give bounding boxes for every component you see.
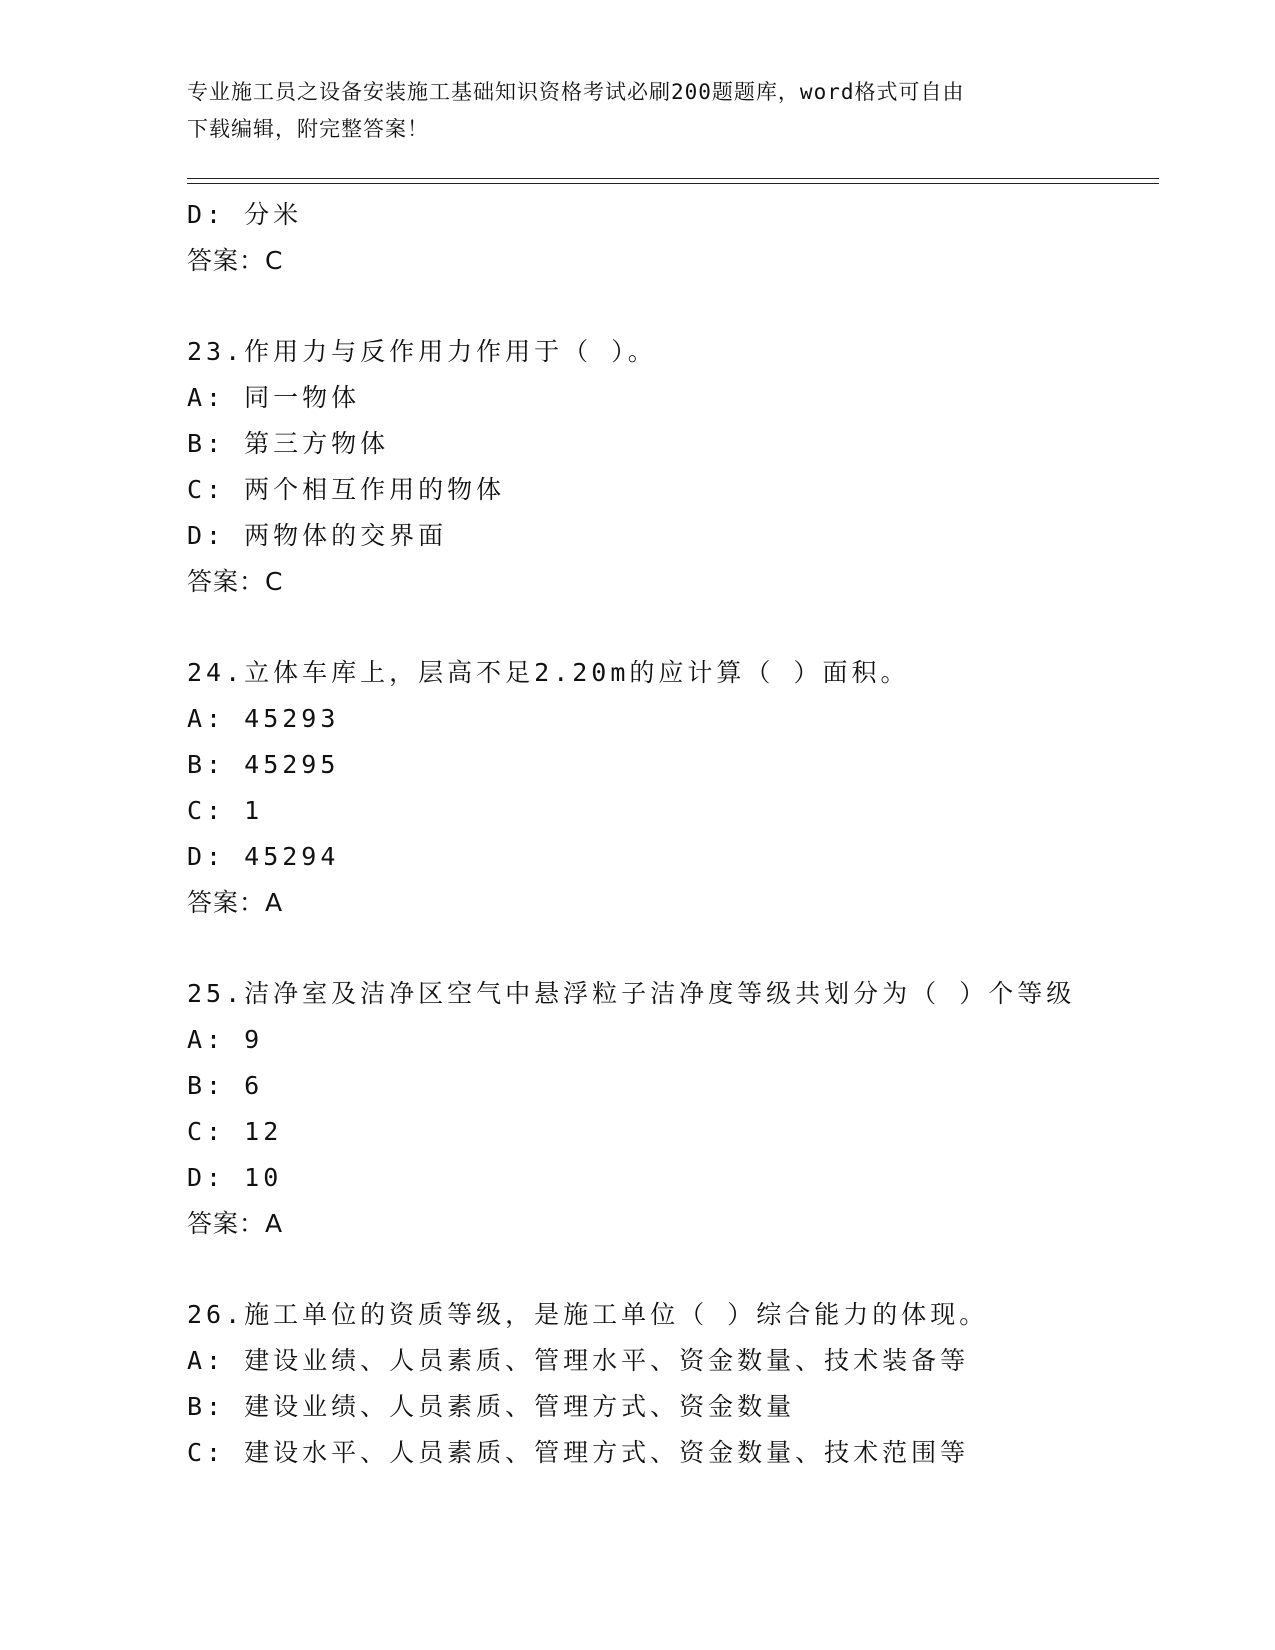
option-d: D: 分米 [187,200,303,229]
question-stem: 26.施工单位的资质等级，是施工单位（ ）综合能力的体现。 [187,1300,989,1329]
answer: 答案：C [187,567,284,596]
question-25 [187,971,1147,1247]
question-22-tail [187,192,1147,284]
answer: 答案：A [187,888,284,917]
question-stem: 23.作用力与反作用力作用于（ ）。 [187,337,657,366]
option-a: A: 建设业绩、人员素质、管理水平、资金数量、技术装备等 [187,1346,970,1375]
answer: 答案：C [187,246,284,275]
spacer [187,605,1147,650]
question-23 [187,329,1147,605]
question-26 [187,1292,1147,1476]
option-a: A: 同一物体 [187,383,361,412]
header-line-1: 专业施工员之设备安装施工基础知识资格考试必刷200题题库，word格式可自由 [187,80,965,104]
option-b: B: 6 [187,1071,264,1100]
answer: 答案：A [187,1209,284,1238]
option-a: A: 9 [187,1025,264,1054]
option-d: D: 10 [187,1163,283,1192]
spacer [187,1247,1147,1292]
option-c: C: 两个相互作用的物体 [187,475,506,504]
option-d: D: 两物体的交界面 [187,521,448,550]
option-c: C: 建设水平、人员素质、管理方式、资金数量、技术范围等 [187,1438,970,1467]
spacer [187,284,1147,329]
option-b: B: 建设业绩、人员素质、管理方式、资金数量 [187,1392,796,1421]
question-list [187,192,1147,1476]
header-line-2: 下载编辑，附完整答案！ [187,117,429,141]
option-a: A: 45293 [187,704,340,733]
question-stem: 25.洁净室及洁净区空气中悬浮粒子洁净度等级共划分为（ ）个等级 [187,979,1076,1008]
option-c: C: 12 [187,1117,283,1146]
spacer [187,926,1147,971]
option-b: B: 45295 [187,750,340,779]
header-divider-bottom [187,183,1159,184]
option-c: C: 1 [187,796,264,825]
question-24 [187,650,1147,926]
header-divider-top [187,178,1159,179]
option-b: B: 第三方物体 [187,429,390,458]
document-header [187,74,1087,148]
question-stem: 24.立体车库上，层高不足2.20m的应计算（ ）面积。 [187,658,910,687]
option-d: D: 45294 [187,842,340,871]
